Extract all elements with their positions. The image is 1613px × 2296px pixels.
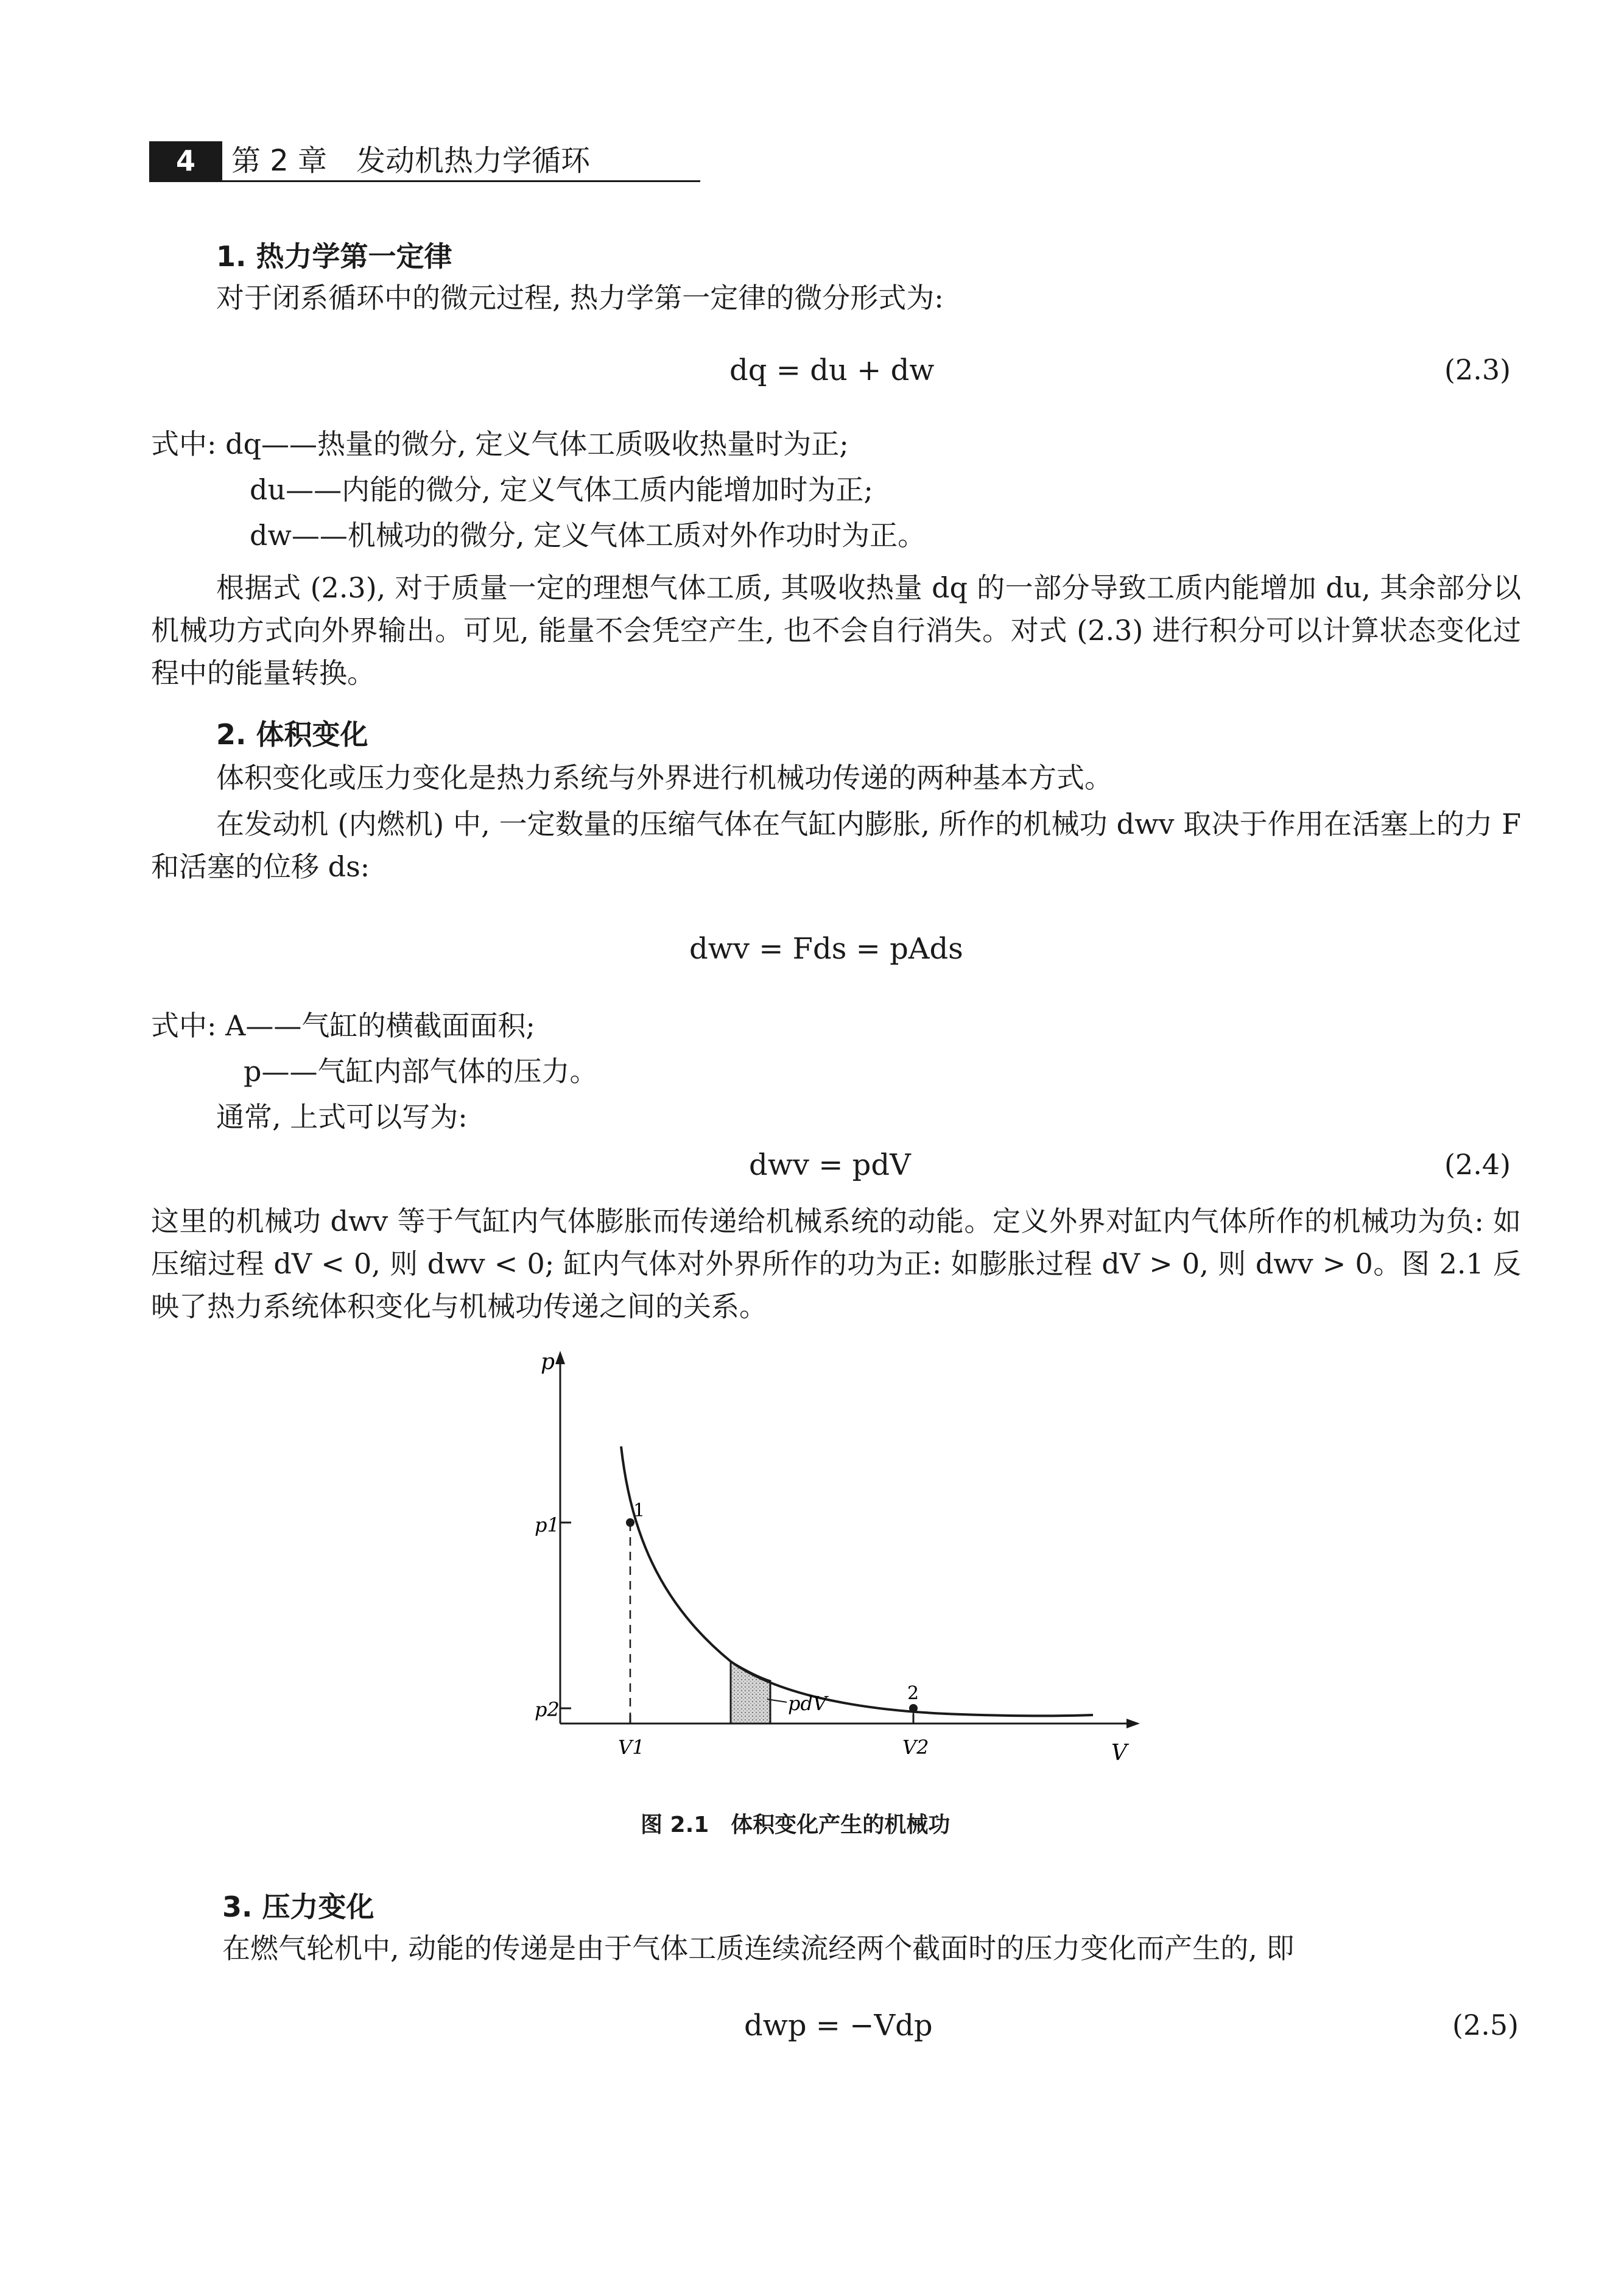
y-axis-arrow-icon: [555, 1351, 565, 1364]
y-axis-label: p: [541, 1350, 555, 1375]
equation-2-5: dwp = −Vdp: [744, 2009, 933, 2043]
s2-where-2: p——气缸内部气体的压力。: [244, 1055, 598, 1088]
s2-where-1: 式中: A——气缸的横截面面积;: [151, 1009, 535, 1042]
s2-usual: 通常, 上式可以写为:: [216, 1100, 468, 1133]
area-label: pdV: [788, 1692, 828, 1715]
s1-where-2: du——内能的微分, 定义气体工质内能增加时为正;: [250, 473, 873, 506]
figure-caption: 图 2.1 体积变化产生的机械功: [641, 1812, 951, 1837]
s1-where-3: dw——机械功的微分, 定义气体工质对外作功时为正。: [250, 519, 926, 552]
s2-para1: 体积变化或压力变化是热力系统与外界进行机械功传递的两种基本方式。: [216, 761, 1112, 794]
section-heading-2: 2. 体积变化: [216, 718, 368, 751]
s1-where-1: 式中: dq——热量的微分, 定义气体工质吸收热量时为正;: [151, 428, 849, 460]
equation-work: dwv = Fds = pAds: [689, 932, 963, 966]
equation-number-2-5: (2.5): [1452, 2009, 1519, 2041]
equation-number-2-4: (2.4): [1444, 1148, 1511, 1181]
state-point-2: [909, 1704, 918, 1713]
v1-label: V1: [618, 1736, 645, 1759]
p1-label: p1: [535, 1513, 560, 1537]
section-heading-3: 3. 压力变化: [222, 1890, 374, 1923]
equation-number-2-3: (2.3): [1444, 353, 1511, 386]
point-1-label: 1: [633, 1500, 645, 1521]
s2-para3: 这里的机械功 dwv 等于气缸内气体膨胀而传递给机械系统的动能。定义外界对缸内气体所作的机械功为负: 如压缩过程 dV < 0, 则 dwv < 0; 缸内气体对外界所作的功为正: 如膨胀过程 dV > 0, 则 dwv > 0。图 2.1 反映了热力系统体积变化与机械功传递之间的关系。: [151, 1205, 1521, 1323]
page-number: 4: [149, 141, 222, 180]
x-axis-label: V: [1111, 1741, 1127, 1766]
pv-diagram: [499, 1346, 1169, 1803]
process-curve: [621, 1446, 1093, 1716]
p2-label: p2: [535, 1698, 560, 1721]
pdv-shaded-area: [731, 1661, 770, 1724]
s3-paragraph: 在燃气轮机中, 动能的传递是由于气体工质连续流经两个截面时的压力变化而产生的, 即: [222, 1932, 1295, 1965]
v2-label: V2: [902, 1736, 929, 1759]
section-heading-1: 1. 热力学第一定律: [216, 240, 452, 273]
s1-intro: 对于闭系循环中的微元过程, 热力学第一定律的微分形式为:: [216, 281, 944, 314]
s1-paragraph: 根据式 (2.3), 对于质量一定的理想气体工质, 其吸收热量 dq 的一部分导致工质内能增加 du, 其余部分以机械功方式向外界输出。可见, 能量不会凭空产生, 也不会自行消失。对式 (2.3) 进行积分可以计算状态变化过程中的能量转换。: [151, 571, 1521, 689]
point-2-label: 2: [907, 1683, 919, 1704]
equation-2-3: dq = du + dw: [729, 353, 935, 387]
chapter-title: 第 2 章 发动机热力学循环: [231, 144, 591, 178]
running-header: [149, 141, 700, 182]
equation-2-4: dwv = pdV: [749, 1148, 911, 1182]
s2-para2: 在发动机 (内燃机) 中, 一定数量的压缩气体在气缸内膨胀, 所作的机械功 dwv 取决于作用在活塞上的力 F 和活塞的位移 ds:: [151, 808, 1521, 883]
x-axis-arrow-icon: [1126, 1719, 1140, 1728]
